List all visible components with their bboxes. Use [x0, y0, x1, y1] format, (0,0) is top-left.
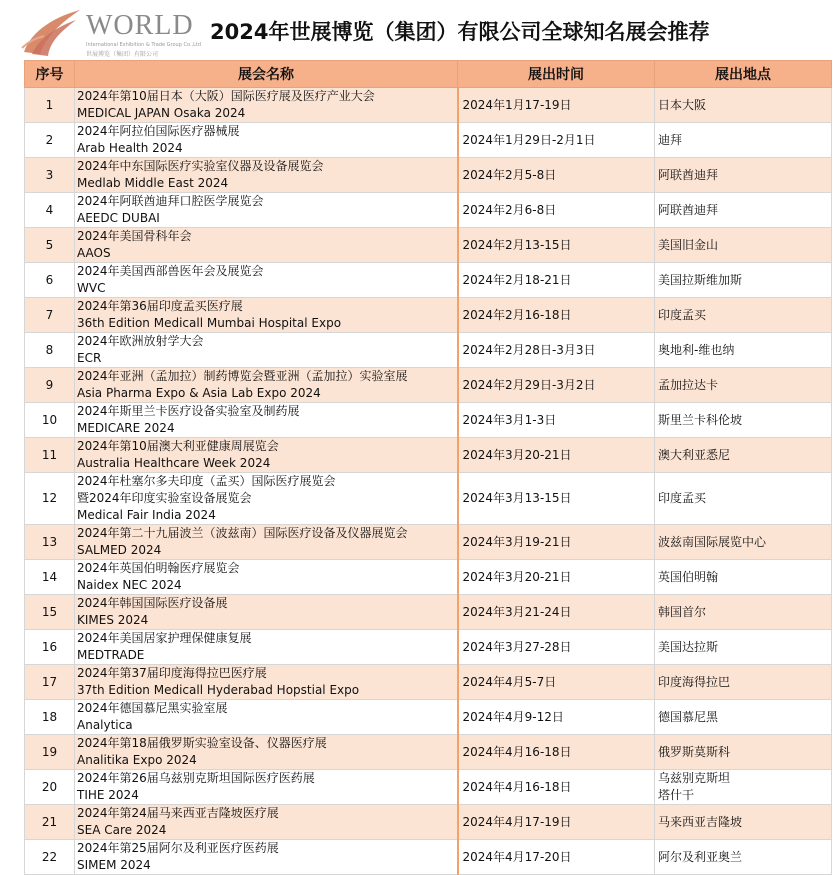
row-number: 15 — [25, 595, 75, 630]
exhibition-name-line: ECR — [77, 351, 102, 365]
row-number: 13 — [25, 525, 75, 560]
exhibition-place — [655, 805, 832, 840]
table-row — [25, 403, 832, 438]
exhibition-name — [75, 630, 458, 665]
exhibition-place — [655, 525, 832, 560]
company-logo — [20, 8, 202, 58]
exhibition-name-line: 2024年阿拉伯国际医疗器械展 — [77, 124, 240, 138]
exhibition-place-line: 日本大阪 — [658, 97, 707, 112]
exhibition-name — [75, 805, 458, 840]
exhibition-time: 2024年4月9-12日 — [458, 700, 655, 735]
exhibition-name-line: Asia Pharma Expo & Asia Lab Expo 2024 — [77, 386, 321, 400]
exhibition-name-line: Naidex NEC 2024 — [77, 578, 182, 592]
exhibition-place-line: 印度孟买 — [658, 491, 707, 505]
exhibition-name-line: AEEDC DUBAI — [77, 211, 160, 225]
exhibition-name-line: MEDTRADE — [77, 648, 145, 662]
exhibition-place-line: 德国慕尼黑 — [658, 709, 719, 724]
exhibition-name — [75, 560, 458, 595]
exhibition-time: 2024年3月20-21日 — [458, 560, 655, 595]
exhibition-name-line: KIMES 2024 — [77, 613, 149, 627]
table-row — [25, 263, 832, 298]
row-number: 14 — [25, 560, 75, 595]
exhibition-name-line: Analitika Expo 2024 — [77, 753, 197, 767]
swoosh-logo-icon — [20, 8, 84, 58]
table-row — [25, 560, 832, 595]
row-number: 8 — [25, 333, 75, 368]
exhibition-name — [75, 438, 458, 473]
exhibition-name-line: TIHE 2024 — [77, 788, 139, 802]
table-row — [25, 630, 832, 665]
exhibition-name-line: 2024年美国西部兽医年会及展览会 — [77, 264, 264, 278]
exhibition-place — [655, 263, 832, 298]
row-number: 16 — [25, 630, 75, 665]
exhibition-place-line: 孟加拉达卡 — [658, 377, 719, 392]
row-number: 11 — [25, 438, 75, 473]
exhibition-name — [75, 840, 458, 875]
exhibition-place — [655, 595, 832, 630]
exhibition-name-line: SALMED 2024 — [77, 543, 162, 557]
row-number: 22 — [25, 840, 75, 875]
table-row — [25, 88, 832, 123]
page-header — [0, 0, 839, 60]
exhibition-place-line: 印度孟买 — [658, 307, 707, 322]
table-row — [25, 735, 832, 770]
exhibition-place — [655, 298, 832, 333]
table-row — [25, 770, 832, 805]
logo-wordmark: WORLD — [86, 10, 194, 41]
exhibition-name-line: 2024年中东国际医疗实验室仪器及设备展览会 — [77, 159, 324, 173]
exhibition-time: 2024年4月17-19日 — [458, 805, 655, 840]
exhibition-place — [655, 403, 832, 438]
exhibition-name-line: 暨2024年印度实验室设备展览会 — [77, 491, 252, 505]
exhibition-place — [655, 368, 832, 403]
exhibition-name — [75, 735, 458, 770]
row-number: 12 — [25, 473, 75, 525]
exhibition-name — [75, 123, 458, 158]
row-number: 6 — [25, 263, 75, 298]
table-body — [25, 88, 832, 875]
exhibition-time: 2024年3月20-21日 — [458, 438, 655, 473]
exhibition-place-line: 乌兹别克斯坦 — [658, 771, 731, 785]
table-row — [25, 228, 832, 263]
exhibition-time: 2024年3月1-3日 — [458, 403, 655, 438]
exhibition-name-line: 36th Edition Medicall Mumbai Hospital Expo — [77, 316, 342, 330]
exhibition-name-line: 2024年杜塞尔多夫印度（孟买）国际医疗展览会 — [77, 474, 336, 488]
row-number: 3 — [25, 158, 75, 193]
exhibition-name-line: AAOS — [77, 246, 111, 260]
exhibition-place-line: 塔什干 — [658, 788, 695, 802]
exhibition-name-line: 2024年欧洲放射学大会 — [77, 334, 204, 348]
exhibition-place-line: 马来西亚吉隆坡 — [658, 814, 743, 829]
exhibition-name — [75, 228, 458, 263]
exhibition-place — [655, 735, 832, 770]
exhibition-place-line: 迪拜 — [658, 132, 683, 147]
exhibition-name-line: 2024年第10届日本（大阪）国际医疗展及医疗产业大会 — [77, 89, 375, 103]
table-row — [25, 298, 832, 333]
exhibition-time: 2024年1月29日-2月1日 — [458, 123, 655, 158]
table-row — [25, 840, 832, 875]
header-place: 展出地点 — [655, 61, 832, 88]
table-row — [25, 805, 832, 840]
exhibition-time: 2024年2月16-18日 — [458, 298, 655, 333]
exhibition-name-line: 2024年第24届马来西亚吉隆坡医疗展 — [77, 806, 279, 820]
exhibition-time: 2024年4月17-20日 — [458, 840, 655, 875]
exhibition-name-line: WVC — [77, 281, 106, 295]
table-row — [25, 473, 832, 525]
exhibition-time: 2024年2月6-8日 — [458, 193, 655, 228]
exhibition-place — [655, 700, 832, 735]
exhibition-name-line: 37th Edition Medicall Hyderabad Hopstial Expo — [77, 683, 360, 697]
exhibition-time: 2024年2月13-15日 — [458, 228, 655, 263]
exhibition-name-line: 2024年阿联酋迪拜口腔医学展览会 — [77, 194, 264, 208]
table-header-row — [25, 61, 832, 88]
table-row — [25, 700, 832, 735]
exhibition-name — [75, 595, 458, 630]
exhibition-name — [75, 525, 458, 560]
exhibition-place-line: 印度海得拉巴 — [658, 674, 731, 689]
exhibition-name — [75, 158, 458, 193]
exhibition-name — [75, 473, 458, 525]
exhibition-time: 2024年3月19-21日 — [458, 525, 655, 560]
exhibition-place-line: 英国伯明翰 — [658, 569, 719, 584]
exhibition-place-line: 奥地利-维也纳 — [658, 342, 735, 357]
exhibition-name-line: SIMEM 2024 — [77, 858, 151, 872]
exhibition-time: 2024年3月13-15日 — [458, 473, 655, 525]
exhibition-name-line: 2024年韩国国际医疗设备展 — [77, 596, 228, 610]
exhibition-place-line: 美国达拉斯 — [658, 639, 719, 654]
exhibition-time: 2024年2月28日-3月3日 — [458, 333, 655, 368]
exhibition-time: 2024年4月16-18日 — [458, 770, 655, 805]
exhibition-place — [655, 123, 832, 158]
exhibition-name — [75, 333, 458, 368]
exhibition-time: 2024年3月21-24日 — [458, 595, 655, 630]
exhibition-place-line: 斯里兰卡科伦坡 — [658, 412, 743, 427]
exhibition-name-line: 2024年第18届俄罗斯实验室设备、仪器医疗展 — [77, 736, 327, 750]
table-row — [25, 123, 832, 158]
exhibition-place-line: 韩国首尔 — [658, 604, 707, 619]
exhibition-place-line: 俄罗斯莫斯科 — [658, 744, 731, 759]
exhibition-name — [75, 700, 458, 735]
table-row — [25, 665, 832, 700]
exhibition-table — [24, 60, 832, 875]
exhibition-time: 2024年2月29日-3月2日 — [458, 368, 655, 403]
exhibition-name — [75, 298, 458, 333]
table-row — [25, 368, 832, 403]
exhibition-name-line: 2024年亚洲（孟加拉）制药博览会暨亚洲（孟加拉）实验室展 — [77, 369, 408, 383]
exhibition-place — [655, 88, 832, 123]
exhibition-place-line: 美国拉斯维加斯 — [658, 272, 743, 287]
table-row — [25, 193, 832, 228]
logo-subtitle-en: International Exhibition & Trade Group Co.,Ltd — [86, 42, 202, 48]
row-number: 21 — [25, 805, 75, 840]
exhibition-time: 2024年2月18-21日 — [458, 263, 655, 298]
logo-subtitle-cn: 世展博览（集团）有限公司 — [86, 51, 159, 58]
row-number: 4 — [25, 193, 75, 228]
exhibition-name-line: Medlab Middle East 2024 — [77, 176, 229, 190]
exhibition-time: 2024年2月5-8日 — [458, 158, 655, 193]
row-number: 9 — [25, 368, 75, 403]
exhibition-name-line: 2024年第26届乌兹别克斯坦国际医疗医药展 — [77, 771, 315, 785]
exhibition-name-line: MEDICARE 2024 — [77, 421, 175, 435]
exhibition-name-line: 2024年德国慕尼黑实验室展 — [77, 701, 228, 715]
row-number: 2 — [25, 123, 75, 158]
header-time: 展出时间 — [458, 61, 655, 88]
exhibition-place — [655, 770, 832, 805]
exhibition-name-line: 2024年第二十九届波兰（波兹南）国际医疗设备及仪器展览会 — [77, 526, 408, 540]
exhibition-name-line: 2024年第36届印度孟买医疗展 — [77, 299, 243, 313]
exhibition-name — [75, 368, 458, 403]
row-number: 17 — [25, 665, 75, 700]
exhibition-time: 2024年4月16-18日 — [458, 735, 655, 770]
row-number: 1 — [25, 88, 75, 123]
row-number: 7 — [25, 298, 75, 333]
exhibition-place — [655, 333, 832, 368]
exhibition-name-line: SEA Care 2024 — [77, 823, 167, 837]
exhibition-place-line: 阿联酋迪拜 — [658, 167, 719, 182]
exhibition-place — [655, 193, 832, 228]
table-row — [25, 438, 832, 473]
exhibition-time: 2024年1月17-19日 — [458, 88, 655, 123]
exhibition-name-line: 2024年英国伯明翰医疗展览会 — [77, 561, 240, 575]
exhibition-name-line: Analytica — [77, 718, 133, 732]
exhibition-place-line: 澳大利亚悉尼 — [658, 447, 731, 462]
row-number: 10 — [25, 403, 75, 438]
exhibition-name — [75, 665, 458, 700]
header-name: 展会名称 — [75, 61, 458, 88]
exhibition-name — [75, 770, 458, 805]
row-number: 19 — [25, 735, 75, 770]
exhibition-name-line: 2024年美国居家护理保健康复展 — [77, 631, 252, 645]
exhibition-name-line: 2024年第37届印度海得拉巴医疗展 — [77, 666, 267, 680]
exhibition-place — [655, 158, 832, 193]
row-number: 18 — [25, 700, 75, 735]
exhibition-name-line: 2024年斯里兰卡医疗设备实验室及制药展 — [77, 404, 300, 418]
exhibition-place-line: 波兹南国际展览中心 — [658, 534, 767, 549]
table-row — [25, 525, 832, 560]
exhibition-place — [655, 665, 832, 700]
exhibition-name-line: 2024年美国骨科年会 — [77, 229, 192, 243]
row-number: 5 — [25, 228, 75, 263]
exhibition-place — [655, 438, 832, 473]
exhibition-name — [75, 263, 458, 298]
exhibition-place-line: 阿联酋迪拜 — [658, 202, 719, 217]
header-no: 序号 — [25, 61, 75, 88]
exhibition-place — [655, 228, 832, 263]
exhibition-place — [655, 840, 832, 875]
exhibition-name-line: 2024年第25届阿尔及利亚医疗医药展 — [77, 841, 279, 855]
exhibition-name — [75, 403, 458, 438]
exhibition-name-line: Medical Fair India 2024 — [77, 508, 216, 522]
exhibition-place — [655, 560, 832, 595]
exhibition-place-line: 美国旧金山 — [658, 237, 719, 252]
exhibition-name-line: MEDICAL JAPAN Osaka 2024 — [77, 106, 246, 120]
exhibition-place — [655, 473, 832, 525]
exhibition-place-line: 阿尔及利亚奥兰 — [658, 849, 743, 864]
exhibition-name-line: Arab Health 2024 — [77, 141, 183, 155]
exhibition-name-line: 2024年第10届澳大利亚健康周展览会 — [77, 439, 279, 453]
exhibition-name-line: Australia Healthcare Week 2024 — [77, 456, 271, 470]
exhibition-time: 2024年4月5-7日 — [458, 665, 655, 700]
table-row — [25, 595, 832, 630]
exhibition-place — [655, 630, 832, 665]
exhibition-name — [75, 88, 458, 123]
table-row — [25, 158, 832, 193]
row-number: 20 — [25, 770, 75, 805]
page-title: 2024年世展博览（集团）有限公司全球知名展会推荐 — [210, 20, 710, 44]
exhibition-time: 2024年3月27-28日 — [458, 630, 655, 665]
exhibition-name — [75, 193, 458, 228]
table-row — [25, 333, 832, 368]
